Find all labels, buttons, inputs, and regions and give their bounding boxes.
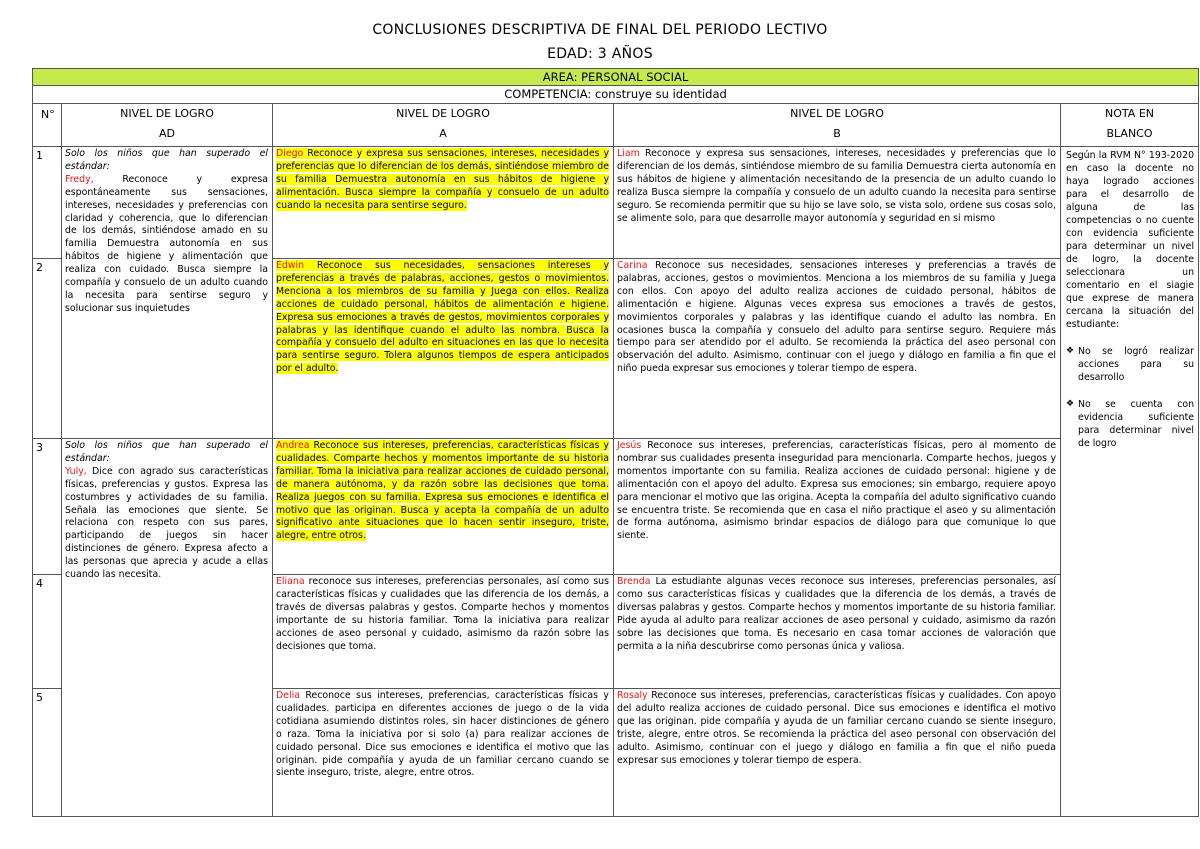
- header-note-line1: NOTA EN: [1105, 107, 1154, 120]
- note-item: [1066, 345, 1194, 384]
- area-label: AREA:: [542, 70, 578, 84]
- student-name: Fredy,: [65, 173, 94, 185]
- b-cell-1: [614, 147, 1061, 259]
- student-description: Reconoce y expresa sus sensaciones, intereses, necesidades y preferencias que lo diferencian de los demás, sintiéndose miembro de su familia Demuestra autonomía en sus hábitos de higiene y alimentación. Busca siempre la compañía y consuelo de un adulto cuando la necesita para sentirse seguro.: [276, 148, 609, 211]
- a-cell-3: [273, 439, 614, 575]
- student-description: Reconoce sus intereses, preferencias, características físicas y cualidades. Comparte hechos y momentos importante de su historia familiar. Toma la iniciativa para realizar acciones de cuidado personal, de manera autónoma, y da razón sobre las decisiones que toma. Realiza juegos con su familia. Expresa sus emociones e identifica el motivo que las originan. Busca y acepta la compañía de un adulto significativo ante situaciones que lo hacen sentir inseguro, triste, alegre, entre otros.: [276, 440, 609, 542]
- student-name: Jesús: [617, 440, 642, 451]
- note-intro: Según la RVM N° 193-2020 en caso la docente no haya logrado acciones para el desarrollo de alguna de las competencias o no cuente con evidencia suficiente para determinar un nivel de logro, la docente seleccionara un comentario en el siagie que exprese de manera cercana la situación del estudiante:: [1066, 150, 1195, 330]
- header-a-line2: A: [439, 127, 447, 140]
- ad-group-2: [62, 439, 273, 817]
- header-b-line2: B: [833, 127, 841, 140]
- ad-intro: Solo los niños que han superado el estándar:: [65, 148, 268, 172]
- row-number: 2: [33, 259, 62, 439]
- b-cell-2: [614, 259, 1061, 439]
- note-item-text: No se cuenta con evidencia suficiente para determinar nivel de logro: [1078, 399, 1195, 449]
- student-name: Yuly,: [65, 465, 87, 477]
- header-ad-line2: AD: [159, 127, 175, 140]
- b-cell-5: [614, 689, 1061, 817]
- student-description: Reconoce y expresa sus sensaciones, intereses, necesidades y preferencias que lo diferencian de los demás, sintiéndose miembro de su familia Demuestra cierta autonomía en sus hábitos de higiene y alimentación necesitando de la presencia de un adulto cuando lo realiza Busca siempre la compañía y consuelo de un adulto cuando la necesita para sentirse seguro. Se recomienda permitir que su hijo se lave solo, se vista solo, ordene sus cosas solo, se alimente solo, para que desarrolle mayor autonomía y seguridad en si mismo: [617, 148, 1056, 224]
- header-b-line1: NIVEL DE LOGRO: [790, 107, 884, 120]
- student-name: Edwin: [276, 260, 305, 271]
- diamond-bullet-icon: ❖: [1066, 399, 1075, 409]
- conclusions-table: [32, 68, 1199, 817]
- area-row: [33, 69, 1199, 86]
- a-cell-5: [273, 689, 614, 817]
- header-ad: [62, 104, 273, 147]
- header-number-label: N°: [41, 108, 55, 121]
- competencia-value: construye su identidad: [594, 87, 727, 101]
- student-description: reconoce sus intereses, preferencias personales, así como sus características físicas y cualidades que las diferencia de los demás, a través de diversas palabras y gestos. Comparte hechos y momentos importante de su historia familiar. Toma la iniciativa para realizar acciones de aseo personal y cuidado, asimismo da razón sobre las decisiones que toma.: [276, 576, 609, 652]
- student-description: Reconoce sus intereses, preferencias, características físicas y cualidades. participa en diferentes acciones de juego o de la vida cotidiana asumiendo distintos roles, sin hacer distinciones de género o raza. Toma la iniciativa por si solo (a) para realizar acciones de cuidado personal. Dice sus emociones e identifica el motivo que las originan. pide compañía y ayuda de un familiar cercano cuando se siente inseguro, triste, alegre, entre otros.: [276, 690, 609, 779]
- competencia-row: [33, 86, 1199, 104]
- student-description: Reconoce sus intereses, preferencias, características físicas y cualidades. Con apoyo del adulto realiza acciones de cuidado personal. Dice sus emociones e identifica el motivo que las originan. pide compañía y ayuda de un familiar cercano cuando se siente inseguro, triste, alegre, entre otros. Se recomienda la práctica del aseo personal con observación del adulto. Asimismo, continuar con el juego y diálogo en familia a fin que el niño pueda expresar sus emociones y tolerar tiempo de espera.: [617, 690, 1056, 766]
- header-ad-line1: NIVEL DE LOGRO: [120, 107, 214, 120]
- student-description: Reconoce sus necesidades, sensaciones intereses y preferencias a través de palabras, acciones, gestos o movimientos. Menciona a los miembros de su familia y Juega con ellos. Realiza acciones de cuidado personal, hábitos de alimentación e higiene. Expresa sus emociones a través de gestos, movimientos corporales y palabras y las identifique cuando el adulto las nombra. Busca la compañía y consuelo del adulto en situaciones en las que lo necesita para sentirse seguro. Tolera algunos tiempos de espera anticipados por el adulto.: [276, 260, 609, 375]
- header-a: [273, 104, 614, 147]
- row-number: 5: [33, 689, 62, 817]
- document-subtitle-age: EDAD: 3 AÑOS: [547, 46, 653, 62]
- student-name: Carina: [617, 260, 648, 271]
- student-description: Reconoce sus intereses, preferencias, características físicas, pero al momento de nombrar sus cualidades presenta inseguridad para mencionarla. Comparte hechos, juegos y momentos importante con su familia. Realiza acciones de cuidado personal: higiene y de alimentación con el apoyo del adulto. Expresa sus emociones; sin embargo, requiere apoyo para mencionar el motivo que las origina. Acepta la compañía del adulto significativo cuando se encuentra triste. Se recomienda que en casa el niño practique el aseo y su alimentación de forma autónoma, asimismo brindar espacios de diálogo para que comunique lo que siente.: [617, 440, 1056, 542]
- a-cell-1: [273, 147, 614, 259]
- student-name: Rosaly: [617, 690, 648, 701]
- header-note-line2: BLANCO: [1106, 127, 1153, 140]
- header-number: [33, 104, 62, 147]
- student-name: Delia: [276, 690, 300, 701]
- note-item-text: No se logró realizar acciones para su desarrollo: [1078, 346, 1195, 383]
- note-item: [1066, 398, 1194, 450]
- student-name: Andrea: [276, 440, 310, 451]
- diamond-bullet-icon: ❖: [1066, 346, 1075, 356]
- student-name: Liam: [617, 148, 640, 159]
- ad-intro: Solo los niños que han superado el estándar:: [65, 440, 268, 464]
- competencia-label: COMPETENCIA:: [504, 87, 592, 101]
- area-value: PERSONAL SOCIAL: [581, 70, 689, 84]
- student-name: Diego: [276, 148, 304, 159]
- b-cell-4: [614, 575, 1061, 689]
- note-column: [1061, 147, 1199, 817]
- row-number: 4: [33, 575, 62, 689]
- student-description: La estudiante algunas veces reconoce sus intereses, preferencias personales, así como sus características físicas y cualidades que la diferencia de los demás, a través de diversas palabras y gestos. Comparte hechos y momentos importante de su historia familiar. Pide ayuda al adulto para realizar acciones de aseo personal y cuidado, asimismo da razón sobre las decisiones que toma. Es necesario en casa tomar acciones de valoración que permita a la niña descubrirse como personas única y valiosa.: [617, 576, 1056, 652]
- student-name: Eliana: [276, 576, 305, 587]
- header-a-line1: NIVEL DE LOGRO: [396, 107, 490, 120]
- row-number: 1: [33, 147, 62, 259]
- row-number: 3: [33, 439, 62, 575]
- a-cell-4: [273, 575, 614, 689]
- b-cell-3: [614, 439, 1061, 575]
- student-name: Brenda: [617, 576, 651, 587]
- header-note: [1061, 104, 1199, 147]
- document-title: CONCLUSIONES DESCRIPTIVA DE FINAL DEL PERIODO LECTIVO: [372, 22, 828, 38]
- a-cell-2: [273, 259, 614, 439]
- header-b: [614, 104, 1061, 147]
- student-description: Dice con agrado sus características físicas, preferencias y gustos. Expresa las costumbres y actividades de su familia. Señala las emociones que siente. Se relaciona con respeto con sus pares, participando de juegos sin hacer distinciones de género. Expresa afecto a las personas que aprecia y acude a ellas cuando las necesita.: [65, 465, 268, 581]
- student-description: Reconoce y expresa espontáneamente sus sensaciones, intereses, necesidades y preferencias con claridad y coherencia, que lo diferencian de los demás, sintiéndose amado en su familia Demuestra autonomía en sus hábitos de higiene y alimentación que realiza con cuidado. Busca siempre la compañía y consuelo de un adulto cuando la necesita para sentirse seguro y solucionar sus inquietudes: [65, 173, 268, 314]
- ad-group-1: [62, 147, 273, 439]
- student-description: Reconoce sus necesidades, sensaciones intereses y preferencias a través de palabras, acciones, gestos o movimientos. Menciona a los miembros de su familia y Juega con ellos. Con apoyo del adulto realiza acciones de cuidado personal, hábitos de alimentación e higiene. Algunas veces expresa sus emociones a través de gestos, movimientos corporales y palabras y las identifique cuando el adulto las nombra. En ocasiones busca la compañía y consuelo del adulto para sentirse seguro. Requiere más tiempo para ser atendido por el adulto. Se recomienda la práctica del aseo personal con observación del adulto. Asimismo, continuar con el juego y diálogo en familia a fin que el niño pueda expresar sus emociones y tolerar tiempo de espera.: [617, 260, 1056, 375]
